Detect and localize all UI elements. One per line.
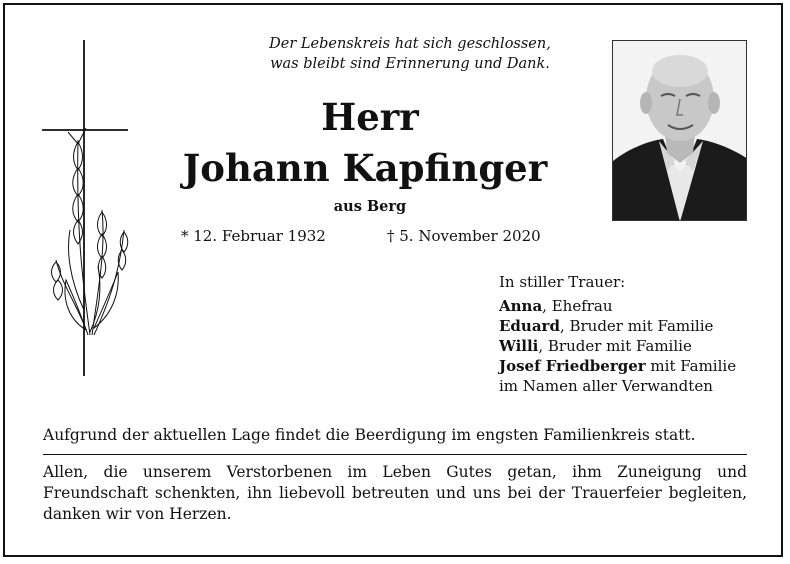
mourner-entry (499, 336, 736, 356)
motto (150, 34, 670, 74)
divider (43, 454, 747, 455)
motto-line-2: was bleibt sind Erinnerung und Dank. (270, 56, 550, 72)
mourners-closing: im Namen aller Verwandten (499, 377, 713, 395)
mourner-entry (499, 296, 736, 316)
portrait-photo (612, 40, 747, 221)
mourners-block (499, 272, 736, 396)
mourner-name: Willi (499, 337, 539, 355)
birth-date: * 12. Februar 1932 (181, 227, 326, 245)
funeral-notice: Aufgrund der aktuellen Lage findet die Beerdigung im engsten Familienkreis statt. (43, 426, 696, 444)
mourner-relation: mit Familie (645, 357, 737, 375)
deceased-name: Johann Kapfinger (182, 146, 548, 190)
mourner-relation: , Bruder mit Familie (538, 337, 692, 355)
mourners-heading: In stiller Trauer: (499, 273, 626, 291)
death-date: † 5. November 2020 (387, 227, 541, 245)
thanks-text: Allen, die unserem Verstorbenen im Leben Gutes getan, ihm Zuneigung und Freundschaft schenkten, ihn liebevoll betreuten und uns bei der Trauerfeier begleiten, danken wir von Herzen. (43, 463, 747, 523)
portrait-illustration (613, 41, 747, 221)
mourner-name: Eduard (499, 317, 560, 335)
cross-with-wheat-icon (40, 40, 132, 380)
mourner-entry (499, 356, 736, 376)
origin: aus Berg (333, 198, 407, 215)
mourner-entry (499, 316, 736, 336)
mourner-name: Anna (499, 297, 543, 315)
motto-line-1: Der Lebenskreis hat sich geschlossen, (269, 36, 551, 52)
salutation: Herr (321, 95, 419, 139)
mourner-relation: , Ehefrau (542, 297, 613, 315)
mourner-relation: , Bruder mit Familie (559, 317, 714, 335)
mourner-name: Josef Friedberger (499, 357, 646, 375)
